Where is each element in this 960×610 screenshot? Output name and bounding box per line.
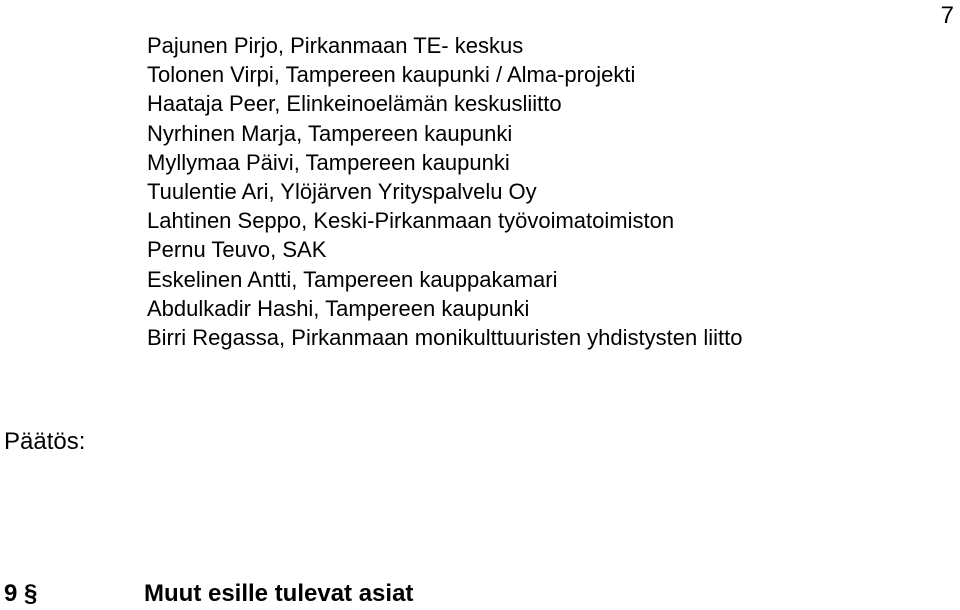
list-item: Myllymaa Päivi, Tampereen kaupunki [147,149,510,175]
list-item: Eskelinen Antti, Tampereen kauppakamari [147,266,558,292]
section-title: Muut esille tulevat asiat [144,580,414,607]
list-item: Pernu Teuvo, SAK [147,237,327,263]
page-number: 7 [940,2,954,29]
attendee-list [147,31,742,352]
section-heading [4,580,413,608]
list-item: Abdulkadir Hashi, Tampereen kaupunki [147,295,530,321]
section-symbol: § [24,580,38,607]
list-item: Tolonen Virpi, Tampereen kaupunki / Alma-projekti [147,62,636,88]
list-item: Tuulentie Ari, Ylöjärven Yrityspalvelu Oy [147,179,537,205]
decision-label: Päätös: [4,428,86,455]
list-item: Haataja Peer, Elinkeinoelämän keskusliitto [147,91,562,117]
list-item: Lahtinen Seppo, Keski-Pirkanmaan työvoimatoimiston [147,208,675,234]
list-item: Nyrhinen Marja, Tampereen kaupunki [147,120,513,146]
list-item: Pajunen Pirjo, Pirkanmaan TE- keskus [147,33,524,58]
list-item: Birri Regassa, Pirkanmaan monikulttuuristen yhdistysten liitto [147,325,743,351]
section-number: 9 [4,580,18,607]
